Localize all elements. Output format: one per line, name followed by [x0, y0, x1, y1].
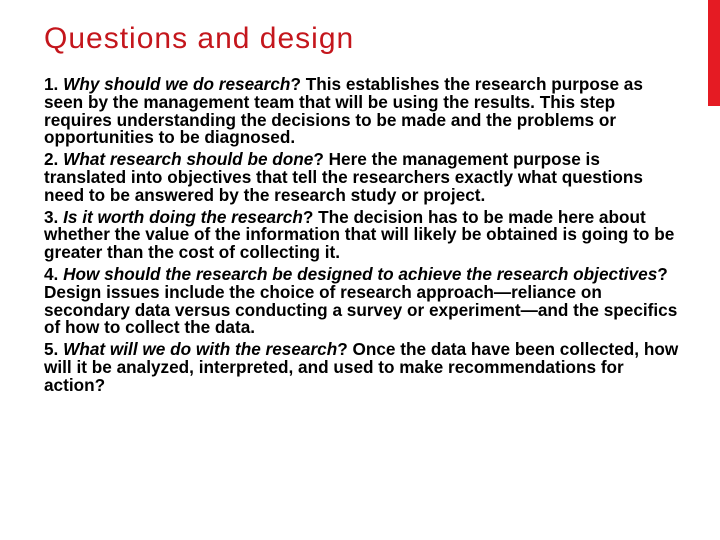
question-mark: ? [337, 339, 348, 360]
item-number: 4. [44, 263, 59, 284]
item-answer: This establishes the research purpose as seen by the management team that will be using the results. This step requires understanding the decisions to be made and the problems or opportunities to be diagnosed. [44, 74, 643, 148]
item-number: 2. [44, 149, 59, 170]
item-number: 5. [44, 339, 59, 360]
item-answer: Once the data have been collected, how will it be analyzed, interpreted, and used to make recommendations for action? [44, 339, 679, 395]
question-item-1 [44, 76, 684, 147]
slide-title: Questions and design [44, 22, 355, 55]
question-item-4 [44, 263, 684, 338]
question-mark: ? [657, 263, 668, 284]
item-question: Why should we do research [63, 74, 291, 94]
question-item-5 [44, 341, 684, 394]
item-question: What will we do with the research [63, 339, 338, 360]
item-question: Is it worth doing the research [63, 206, 303, 227]
question-list [44, 76, 684, 399]
item-question: How should the research be designed to achieve the research objectives [63, 263, 658, 284]
item-question: What research should be done [63, 149, 314, 170]
item-number: 3. [44, 206, 59, 227]
question-mark: ? [313, 149, 324, 170]
item-answer: Here the management purpose is translated into objectives that tell the researchers exactly what questions need to be answered by the research study or project. [44, 149, 643, 205]
question-mark: ? [302, 206, 314, 227]
question-item-3 [44, 206, 684, 263]
item-answer: Design issues include the choice of research approach—reliance on secondary data versus conducting a survey or experiment—and the specifics of how to collect the data. [44, 281, 678, 338]
question-item-2 [44, 151, 684, 204]
item-number: 1. [44, 74, 59, 94]
question-mark: ? [290, 74, 301, 94]
item-answer: The decision has to be made here about whether the value of the information that will likely be obtained is going to be greater than the cost of collecting it. [44, 206, 675, 263]
accent-bar [708, 0, 720, 106]
